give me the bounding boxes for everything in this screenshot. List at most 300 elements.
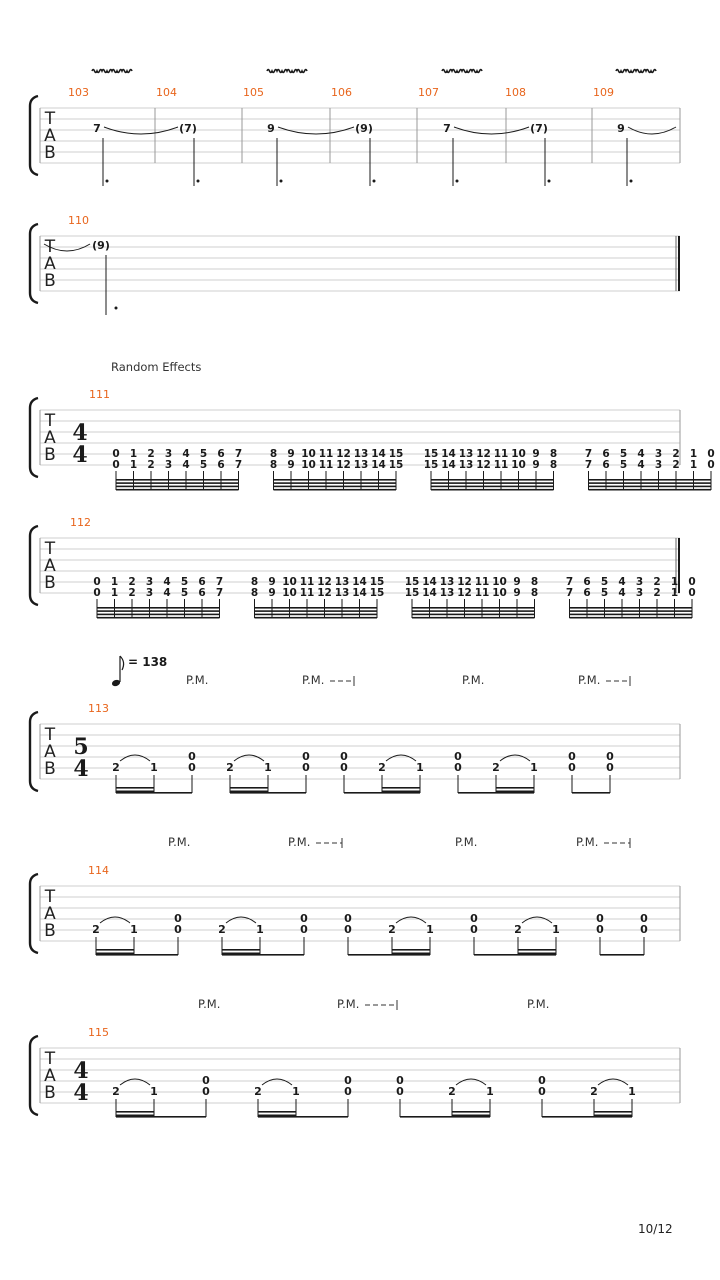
measure-number: 113	[88, 702, 109, 715]
fret-number: 0	[606, 750, 614, 763]
fret-number-string-1: 14	[371, 448, 386, 460]
fret-number-string-1: 0	[112, 448, 120, 460]
fret-number-string-2: 14	[371, 459, 386, 471]
fret-number: 1	[530, 761, 538, 774]
beam-32nd	[589, 482, 712, 484]
fret-number-string-2: 11	[493, 459, 509, 471]
fret-number-string-2: 6	[602, 459, 610, 471]
fret-number-string-2: 13	[334, 587, 350, 599]
fret-number-string-1: 10	[282, 576, 297, 588]
fret-number-string-2: 1	[129, 459, 138, 471]
beam-32nd	[412, 614, 535, 616]
fret-number-string-1: 9	[287, 448, 295, 460]
fret-number-string-2: 10	[282, 587, 297, 599]
fret-number-string-1: 1	[689, 448, 698, 460]
system-bracket	[30, 96, 38, 175]
fret-number-string-1: 5	[199, 448, 208, 460]
fret-number-string-2: 9	[532, 459, 540, 471]
time-signature-bottom: 4	[73, 1080, 89, 1106]
beam-32nd	[431, 479, 554, 481]
fret-number-string-1: 8	[250, 576, 259, 588]
tab-letter-t: T	[44, 237, 56, 257]
fret-number-string-1: 0	[688, 576, 696, 588]
beam-32nd	[412, 607, 535, 609]
fret-number: 2	[112, 761, 120, 774]
fret-number-string-2: 2	[672, 459, 680, 471]
tab-letter-a: A	[44, 742, 56, 762]
fret-number-string-1: 11	[474, 576, 490, 588]
fret-number-string-1: 2	[147, 448, 155, 460]
fret-number: 0	[202, 1085, 210, 1098]
fret-number-string-1: 11	[318, 448, 334, 460]
fret-number-string-1: 2	[672, 448, 680, 460]
palm-mute-label: P.M.	[288, 835, 311, 849]
slur-arc	[386, 755, 416, 761]
fret-number-string-2: 7	[565, 587, 574, 599]
vibrato-mark	[92, 70, 132, 73]
tab-letter-a: A	[44, 254, 56, 274]
palm-mute-label: P.M.	[337, 997, 360, 1011]
beam-32nd	[274, 489, 397, 491]
fret-number-string-1: 14	[352, 576, 367, 588]
fret-number-string-2: 2	[128, 587, 136, 599]
beam-16th	[222, 949, 260, 951]
slur-arc	[100, 917, 130, 923]
fret-number-string-1: 1	[129, 448, 138, 460]
fret-number-string-2: 3	[145, 587, 154, 599]
fret-number: 2	[226, 761, 234, 774]
fret-number-string-2: 6	[198, 587, 206, 599]
beam-32nd	[570, 614, 693, 616]
fret-number-string-1: 15	[423, 448, 439, 460]
beam-16th	[518, 953, 556, 955]
beam-16th	[96, 953, 134, 955]
fret-number: 2	[378, 761, 386, 774]
fret-number-string-2: 6	[217, 459, 225, 471]
beam-16th	[496, 791, 534, 793]
fret-number-string-2: 6	[583, 587, 591, 599]
fret-number-string-1: 7	[234, 448, 243, 460]
fret-number-string-2: 3	[654, 459, 663, 471]
beam-32nd	[570, 607, 693, 609]
beam-8th	[116, 792, 192, 794]
fret-number: 1	[486, 1085, 494, 1098]
beam-32nd	[412, 617, 535, 619]
system-bracket	[30, 1036, 38, 1115]
fret-number-string-1: 12	[317, 576, 332, 588]
fret-number: 0	[640, 912, 648, 925]
fret-number-string-2: 7	[215, 587, 224, 599]
fret-number-string-2: 1	[689, 459, 698, 471]
fret-number-string-2: 1	[110, 587, 119, 599]
beam-16th	[258, 1115, 296, 1117]
fret-number-string-1: 1	[670, 576, 679, 588]
beam-32nd	[431, 486, 554, 488]
fret-number-string-2: 5	[180, 587, 189, 599]
tab-letter-b: B	[44, 271, 56, 291]
fret-number-string-2: 9	[513, 587, 521, 599]
fret-number: 0	[302, 761, 310, 774]
fret-number-string-1: 1	[110, 576, 119, 588]
fret-number: 0	[596, 923, 604, 936]
fret-number-string-1: 14	[441, 448, 456, 460]
fret-number-string-1: 8	[549, 448, 558, 460]
measure-number: 109	[593, 86, 614, 99]
fret-number: 0	[300, 923, 308, 936]
fret-number-string-1: 6	[583, 576, 591, 588]
fret-number-string-2: 14	[441, 459, 456, 471]
fret-number-string-2: 12	[476, 459, 491, 471]
time-signature-bottom: 4	[72, 442, 88, 468]
fret-number-string-1: 6	[198, 576, 206, 588]
fret-number: 1	[256, 923, 264, 936]
fret-number: 0	[300, 912, 308, 925]
fret-number-string-1: 4	[163, 576, 171, 588]
tab-letter-b: B	[44, 759, 56, 779]
fret-number-string-1: 9	[513, 576, 521, 588]
time-signature-top: 4	[73, 1058, 89, 1084]
fret-number-string-1: 13	[458, 448, 474, 460]
system-bracket	[30, 526, 38, 605]
fret-number: 1	[552, 923, 560, 936]
fret-number-string-2: 7	[584, 459, 593, 471]
tab-letter-b: B	[44, 921, 56, 941]
beam-16th	[452, 1115, 490, 1117]
fret-number-string-1: 14	[422, 576, 437, 588]
fret-number-string-2: 15	[423, 459, 439, 471]
fret-number-string-2: 8	[250, 587, 259, 599]
fret-number: 1	[426, 923, 434, 936]
fret-number-string-2: 0	[688, 587, 696, 599]
beam-32nd	[116, 482, 239, 484]
beam-16th	[116, 791, 154, 793]
beam-16th	[594, 1115, 632, 1117]
beam-8th	[344, 792, 420, 794]
fret-number: 0	[396, 1074, 404, 1087]
beam-16th	[594, 1111, 632, 1113]
slur-arc	[262, 1079, 292, 1085]
beam-16th	[496, 787, 534, 789]
beam-16th	[116, 787, 154, 789]
fret-number-string-1: 12	[476, 448, 491, 460]
dotted-rhythm	[115, 307, 118, 310]
fret-number-string-1: 7	[215, 576, 224, 588]
fret-number: (9)	[92, 239, 110, 252]
fret-number-string-2: 0	[707, 459, 715, 471]
fret-number-string-2: 0	[93, 587, 101, 599]
fret-number-string-1: 5	[619, 448, 628, 460]
beam-8th	[600, 954, 644, 956]
fret-number-string-2: 9	[287, 459, 295, 471]
palm-mute-label: P.M.	[527, 997, 550, 1011]
beam-16th	[518, 949, 556, 951]
tab-letter-a: A	[44, 428, 56, 448]
tab-letter-a: A	[44, 126, 56, 146]
fret-number: 2	[218, 923, 226, 936]
fret-number-string-1: 12	[457, 576, 472, 588]
measure-number: 105	[243, 86, 264, 99]
page-number: 10/12	[638, 1222, 673, 1236]
fret-number-string-2: 11	[474, 587, 490, 599]
fret-number-string-2: 8	[549, 459, 558, 471]
fret-number-string-2: 11	[299, 587, 315, 599]
tab-letter-a: A	[44, 1066, 56, 1086]
beam-32nd	[412, 610, 535, 612]
fret-number-string-1: 3	[635, 576, 644, 588]
fret-number-string-2: 13	[439, 587, 455, 599]
tab-letter-b: B	[44, 1083, 56, 1103]
fret-number-string-1: 15	[388, 448, 404, 460]
vibrato-mark	[616, 70, 656, 73]
fret-number-string-1: 13	[439, 576, 455, 588]
slur-arc	[120, 1079, 150, 1085]
fret-number-string-1: 3	[164, 448, 173, 460]
fret-number: 0	[302, 750, 310, 763]
measure-number: 112	[70, 516, 91, 529]
palm-mute-label: P.M.	[578, 673, 601, 687]
beam-32nd	[97, 617, 220, 619]
fret-number: 2	[590, 1085, 598, 1098]
beam-32nd	[255, 610, 378, 612]
dotted-rhythm	[106, 180, 109, 183]
final-barline-thick	[678, 538, 680, 593]
beam-32nd	[255, 607, 378, 609]
beam-16th	[230, 787, 268, 789]
beam-32nd	[431, 482, 554, 484]
beam-16th	[116, 1115, 154, 1117]
beam-8th	[258, 1116, 348, 1118]
fret-number-string-2: 13	[458, 459, 474, 471]
final-barline-thick	[678, 236, 680, 291]
dotted-rhythm	[456, 180, 459, 183]
fret-number-string-1: 0	[93, 576, 101, 588]
beam-16th	[258, 1111, 296, 1113]
beam-32nd	[116, 486, 239, 488]
tempo-marking: = 138	[128, 655, 168, 669]
fret-number: 0	[188, 750, 196, 763]
fret-number: 0	[596, 912, 604, 925]
fret-number: 0	[344, 923, 352, 936]
fret-number-string-2: 4	[163, 587, 171, 599]
beam-32nd	[274, 479, 397, 481]
fret-number-string-2: 10	[511, 459, 526, 471]
fret-number: (7)	[179, 122, 197, 135]
beam-8th	[116, 1116, 206, 1118]
fret-number-string-1: 7	[565, 576, 574, 588]
fret-number: 2	[448, 1085, 456, 1098]
tab-letter-t: T	[44, 887, 56, 907]
beam-8th	[572, 792, 610, 794]
fret-number-string-2: 2	[653, 587, 661, 599]
fret-number-string-2: 12	[317, 587, 332, 599]
beam-32nd	[274, 486, 397, 488]
fret-number: 0	[470, 912, 478, 925]
slur-arc	[522, 917, 552, 923]
beam-32nd	[589, 486, 712, 488]
fret-number-string-2: 12	[457, 587, 472, 599]
fret-number-string-2: 14	[422, 587, 437, 599]
fret-number-string-1: 8	[530, 576, 539, 588]
dotted-rhythm	[280, 180, 283, 183]
time-signature-bottom: 4	[73, 756, 89, 782]
slur-arc	[500, 755, 530, 761]
fret-number-string-2: 13	[353, 459, 369, 471]
fret-number: 1	[628, 1085, 636, 1098]
fret-number: 0	[344, 912, 352, 925]
beam-16th	[382, 791, 420, 793]
fret-number: 1	[150, 761, 158, 774]
fret-number: 0	[344, 1074, 352, 1087]
fret-number: 0	[568, 761, 576, 774]
fret-number-string-1: 9	[268, 576, 276, 588]
beam-8th	[222, 954, 304, 956]
fret-number: 9	[617, 122, 625, 135]
fret-number: 9	[267, 122, 275, 135]
slur-arc	[598, 1079, 628, 1085]
fret-number-string-1: 7	[584, 448, 593, 460]
fret-number: 0	[396, 1085, 404, 1098]
measure-number: 108	[505, 86, 526, 99]
fret-number-string-2: 14	[352, 587, 367, 599]
tab-letter-t: T	[44, 109, 56, 129]
fret-number: 0	[538, 1074, 546, 1087]
beam-8th	[348, 954, 430, 956]
fret-number: (7)	[530, 122, 548, 135]
palm-mute-label: P.M.	[462, 673, 485, 687]
beam-16th	[96, 949, 134, 951]
beam-8th	[400, 1116, 490, 1118]
fret-number-string-1: 15	[404, 576, 420, 588]
measure-number: 115	[88, 1026, 109, 1039]
fret-number-string-2: 11	[318, 459, 334, 471]
fret-number-string-2: 5	[199, 459, 208, 471]
fret-number: 1	[416, 761, 424, 774]
fret-number: 0	[470, 923, 478, 936]
fret-number-string-2: 7	[234, 459, 243, 471]
fret-number: 0	[344, 1085, 352, 1098]
fret-number-string-2: 8	[269, 459, 278, 471]
beam-16th	[382, 787, 420, 789]
fret-number: 0	[174, 923, 182, 936]
fret-number-string-1: 11	[493, 448, 509, 460]
fret-number: 0	[340, 750, 348, 763]
palm-mute-label: P.M.	[576, 835, 599, 849]
slur-arc	[234, 755, 264, 761]
fret-number-string-2: 1	[670, 587, 679, 599]
fret-number: 2	[492, 761, 500, 774]
tab-letter-t: T	[44, 411, 56, 431]
fret-number: 1	[292, 1085, 300, 1098]
palm-mute-label: P.M.	[455, 835, 478, 849]
palm-mute-label: P.M.	[186, 673, 209, 687]
fret-number-string-1: 9	[532, 448, 540, 460]
fret-number-string-1: 3	[654, 448, 663, 460]
measure-number: 111	[89, 388, 110, 401]
palm-mute-label: P.M.	[168, 835, 191, 849]
beam-32nd	[274, 482, 397, 484]
beam-16th	[392, 949, 430, 951]
dotted-rhythm	[373, 180, 376, 183]
vibrato-mark	[442, 70, 482, 73]
slur-arc	[226, 917, 256, 923]
measure-number: 114	[88, 864, 109, 877]
fret-number-string-2: 5	[619, 459, 628, 471]
beam-32nd	[570, 610, 693, 612]
fret-number-string-1: 15	[369, 576, 385, 588]
fret-number-string-2: 4	[618, 587, 626, 599]
system-bracket	[30, 712, 38, 791]
system-bracket	[30, 398, 38, 477]
tab-letter-b: B	[44, 445, 56, 465]
tab-letter-b: B	[44, 143, 56, 163]
measure-number: 103	[68, 86, 89, 99]
fret-number-string-1: 6	[217, 448, 225, 460]
fret-number-string-2: 15	[369, 587, 385, 599]
fret-number: 0	[174, 912, 182, 925]
fret-number: 0	[454, 761, 462, 774]
time-signature-top: 5	[73, 734, 89, 760]
beam-8th	[96, 954, 178, 956]
beam-32nd	[431, 489, 554, 491]
beam-16th	[116, 1111, 154, 1113]
fret-number: 2	[112, 1085, 120, 1098]
tab-letter-t: T	[44, 539, 56, 559]
tab-letter-a: A	[44, 904, 56, 924]
fret-number-string-2: 4	[637, 459, 645, 471]
fret-number-string-1: 4	[618, 576, 626, 588]
fret-number-string-1: 8	[269, 448, 278, 460]
fret-number-string-2: 10	[301, 459, 316, 471]
fret-number-string-2: 15	[404, 587, 420, 599]
fret-number: 7	[443, 122, 451, 135]
beam-32nd	[97, 614, 220, 616]
dotted-rhythm	[630, 180, 633, 183]
dotted-rhythm	[548, 180, 551, 183]
system-bracket	[30, 874, 38, 953]
beam-8th	[474, 954, 556, 956]
fret-number-string-2: 8	[530, 587, 539, 599]
system-bracket	[30, 224, 38, 303]
fret-number-string-2: 9	[268, 587, 276, 599]
fret-number: 0	[188, 761, 196, 774]
fret-number-string-2: 3	[164, 459, 173, 471]
fret-number: 2	[514, 923, 522, 936]
beam-32nd	[97, 607, 220, 609]
beam-8th	[458, 792, 534, 794]
fret-number: 0	[538, 1085, 546, 1098]
beam-8th	[230, 792, 306, 794]
fret-number-string-1: 13	[334, 576, 350, 588]
fret-number: 0	[606, 761, 614, 774]
beam-32nd	[255, 614, 378, 616]
fret-number: 2	[388, 923, 396, 936]
fret-number: 1	[264, 761, 272, 774]
tab-letter-a: A	[44, 556, 56, 576]
beam-32nd	[97, 610, 220, 612]
dotted-rhythm	[197, 180, 200, 183]
fret-number: 0	[454, 750, 462, 763]
fret-number-string-1: 12	[336, 448, 351, 460]
fret-number-string-1: 4	[182, 448, 190, 460]
fret-number: 1	[130, 923, 138, 936]
palm-mute-label: P.M.	[198, 997, 221, 1011]
fret-number: (9)	[355, 122, 373, 135]
fret-number-string-2: 15	[388, 459, 404, 471]
beam-32nd	[116, 479, 239, 481]
beam-32nd	[255, 617, 378, 619]
tab-letter-t: T	[44, 725, 56, 745]
fret-number-string-1: 5	[600, 576, 609, 588]
